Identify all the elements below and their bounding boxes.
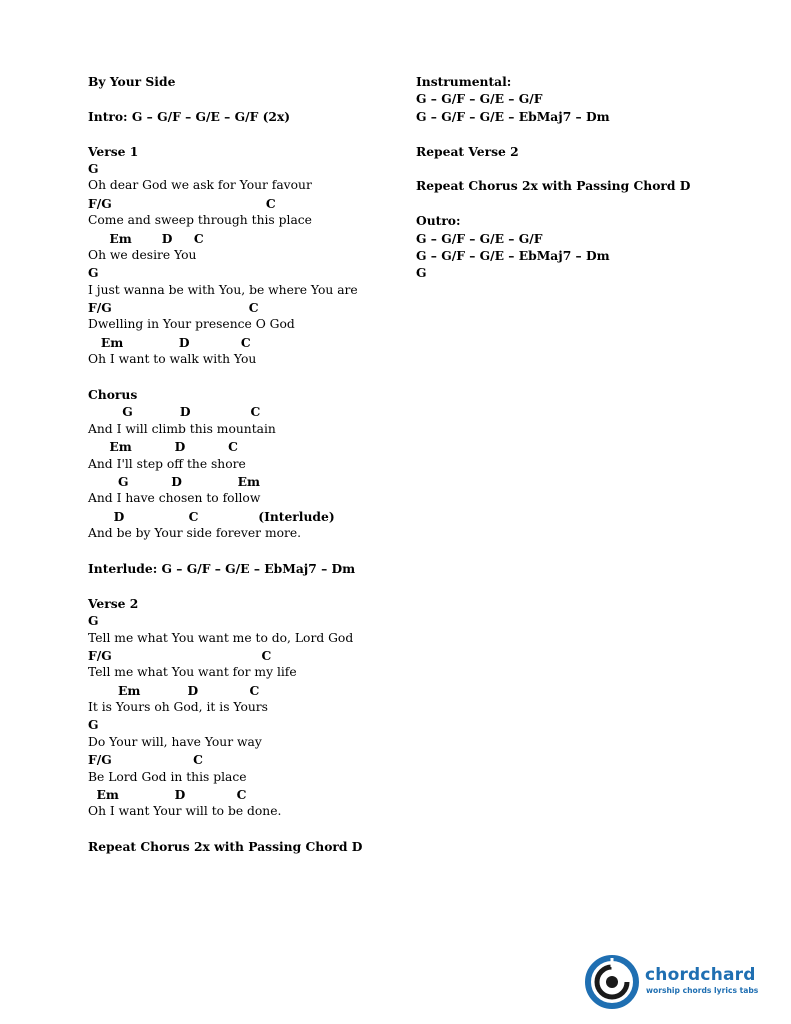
chord-or-heading-line: Chorus <box>88 387 138 403</box>
chord-or-heading-line: G – G/F – G/E – G/F <box>416 91 543 107</box>
lyric-line: Do Your will, have Your way <box>88 734 262 749</box>
lyric-line: It is Yours oh God, it is Yours <box>88 700 268 715</box>
chord-or-heading-line: G <box>88 613 99 629</box>
chord-or-heading-line: F/G C <box>88 300 259 316</box>
lyric-line <box>416 160 786 177</box>
lyric-line: Come and sweep through this place <box>88 213 312 228</box>
chord-or-heading-line: F/G C <box>88 647 272 663</box>
lyric-line: Oh we desire You <box>88 247 197 262</box>
lyric-line: Tell me what You want for my life <box>88 665 297 680</box>
chord-or-heading-line: By Your Side <box>88 74 176 89</box>
chord-or-heading-line: Instrumental: <box>416 74 512 89</box>
chord-or-heading-line: Repeat Chorus 2x with Passing Chord D <box>416 178 691 194</box>
lyric-line: Oh I want to walk with You <box>88 352 257 367</box>
chord-or-heading-line: Verse 2 <box>88 595 139 611</box>
chord-or-heading-line: Intro: G – G/F – G/E – G/F (2x) <box>88 108 291 124</box>
lyric-line <box>88 821 408 838</box>
lyric-line <box>88 125 408 142</box>
chord-or-heading-line: D C (Interlude) <box>88 508 335 524</box>
chord-or-heading-line: G <box>88 160 99 176</box>
logo-tagline: worship chords lyrics tabs <box>646 986 759 995</box>
chord-or-heading-line: Em D C <box>88 439 238 455</box>
chord-or-heading-line: Repeat Verse 2 <box>416 143 519 159</box>
lyric-line <box>416 125 786 142</box>
left-column <box>88 73 408 856</box>
chord-or-heading-line: Verse 1 <box>88 143 139 159</box>
chord-or-heading-line: Interlude: G – G/F – G/E – EbMaj7 – Dm <box>88 560 356 576</box>
lyric-line: And be by Your side forever more. <box>88 526 302 541</box>
lyric-line: Dwelling in Your presence O God <box>88 317 295 332</box>
lyric-line: Be Lord God in this place <box>88 769 247 784</box>
chord-or-heading-line: Em D C <box>88 787 247 803</box>
chord-or-heading-line: G – G/F – G/E – EbMaj7 – Dm <box>416 247 610 263</box>
lyric-line <box>416 195 786 212</box>
lyric-line <box>88 577 408 594</box>
chord-or-heading-line: G <box>88 717 99 733</box>
logo-name: chordchard <box>645 965 756 985</box>
lyric-line <box>88 90 408 107</box>
chord-or-heading-line: G D C <box>88 404 261 420</box>
chord-or-heading-line: F/G C <box>88 195 276 211</box>
chord-or-heading-line: Em D C <box>88 230 204 246</box>
chord-or-heading-line: Em D C <box>88 334 251 350</box>
chord-or-heading-line: Repeat Chorus 2x with Passing Chord D <box>88 839 363 855</box>
chordchard-logo <box>585 955 765 1011</box>
lyric-line: Oh I want Your will to be done. <box>88 804 282 819</box>
chord-or-heading-line: G <box>416 265 427 281</box>
chord-or-heading-line: G <box>88 265 99 281</box>
chord-or-heading-line: G – G/F – G/E – G/F <box>416 230 543 246</box>
right-column <box>416 73 786 282</box>
lyric-line: I just wanna be with You, be where You are <box>88 282 358 297</box>
lyric-line: Oh dear God we ask for Your favour <box>88 178 312 193</box>
lyric-line: And I'll step off the shore <box>88 456 246 471</box>
chord-or-heading-line: Outro: <box>416 213 461 229</box>
chord-or-heading-line: G D Em <box>88 473 260 489</box>
lyric-line: And I will climb this mountain <box>88 421 276 436</box>
lyric-line <box>88 543 408 560</box>
lyric-line <box>88 369 408 386</box>
lyric-line: And I have chosen to follow <box>88 491 261 506</box>
chord-or-heading-line: Em D C <box>88 682 260 698</box>
chord-or-heading-line: F/G C <box>88 752 203 768</box>
chordchard-logo-icon <box>585 955 639 1009</box>
chord-or-heading-line: G – G/F – G/E – EbMaj7 – Dm <box>416 108 610 124</box>
lyric-line: Tell me what You want me to do, Lord God <box>88 630 354 645</box>
